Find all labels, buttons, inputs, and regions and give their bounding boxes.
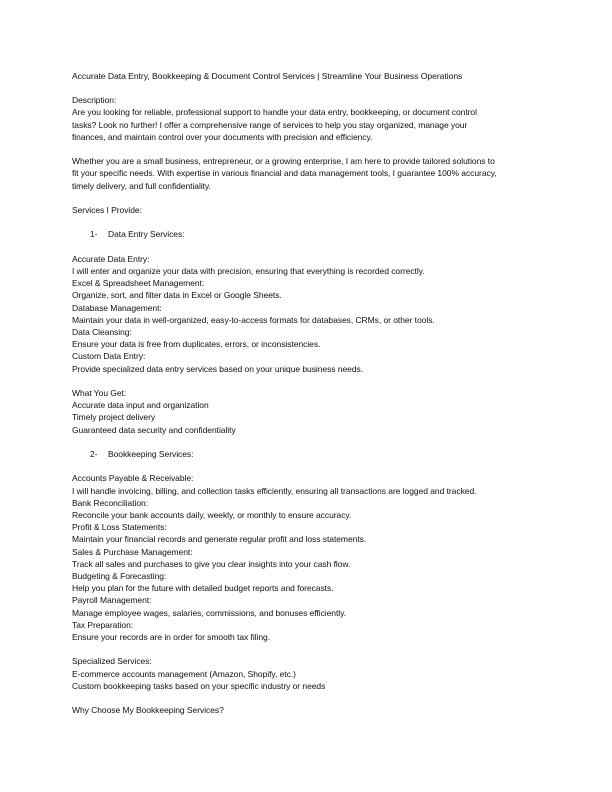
- description-label: Description:: [72, 95, 117, 106]
- service-item-title: Data Cleansing:: [72, 326, 132, 337]
- paragraph-line: timely delivery, and full confidentiality.: [72, 180, 211, 191]
- service-item-desc: Ensure your records are in order for smooth tax filing.: [72, 632, 271, 643]
- service-item-desc: I will enter and organize your data with precision, ensuring that everything is recorded correctly.: [72, 265, 425, 276]
- section-heading-text: Data Entry Services:: [108, 229, 185, 240]
- service-item-desc: I will handle invoicing, billing, and collection tasks efficiently, ensuring all transactions are logged and tracked.: [72, 485, 477, 496]
- service-item-desc: Maintain your data in well-organized, easy-to-access formats for databases, CRMs, or other tools.: [72, 314, 435, 325]
- page-title: Accurate Data Entry, Bookkeeping & Document Control Services | Streamline Your Business Operations: [72, 71, 463, 81]
- why-choose-heading: Why Choose My Bookkeeping Services?: [72, 705, 224, 716]
- spacer: [72, 643, 552, 655]
- service-item-title: Sales & Purchase Management:: [72, 546, 193, 557]
- service-item-desc: Maintain your financial records and generate regular profit and loss statements.: [72, 534, 367, 545]
- intro-line: finances, and maintain control over your documents with precision and efficiency.: [72, 131, 373, 142]
- service-item-desc: Organize, sort, and filter data in Excel or Google Sheets.: [72, 290, 282, 301]
- spacer: [72, 375, 552, 387]
- benefit-item: Guaranteed data security and confidentiality: [72, 424, 236, 435]
- service-item-title: Custom Data Entry:: [72, 351, 146, 362]
- section-heading-text: Bookkeeping Services:: [108, 448, 194, 459]
- service-item-title: Excel & Spreadsheet Management:: [72, 278, 205, 289]
- benefit-item: Accurate data input and organization: [72, 400, 209, 411]
- service-item-desc: Manage employee wages, salaries, commissions, and bonuses efficiently.: [72, 607, 346, 618]
- services-label: Services I Provide:: [72, 204, 142, 215]
- service-item-title: Bank Reconciliation:: [72, 497, 149, 508]
- benefit-item: Timely project delivery: [72, 412, 156, 423]
- specialized-item: E-commerce accounts management (Amazon, Shopify, etc.): [72, 668, 296, 679]
- document-page: [72, 70, 552, 716]
- spacer: [72, 192, 552, 204]
- service-item-title: Profit & Loss Statements:: [72, 522, 167, 533]
- specialized-label: Specialized Services:: [72, 656, 152, 667]
- what-you-get-label: What You Get:: [72, 387, 127, 398]
- service-item-title: Accounts Payable & Receivable:: [72, 473, 194, 484]
- service-item-title: Tax Preparation:: [72, 619, 134, 630]
- paragraph-line: Whether you are a small business, entrepreneur, or a growing enterprise, I am here to provide tailored solutions to: [72, 156, 495, 167]
- spacer: [72, 241, 552, 253]
- spacer: [72, 436, 552, 448]
- spacer: [72, 460, 552, 472]
- paragraph-line: fit your specific needs. With expertise in various financial and data management tools, I guarantee 100% accuracy,: [72, 168, 497, 179]
- service-item-desc: Help you plan for the future with detailed budget reports and forecasts.: [72, 583, 334, 594]
- service-item-title: Database Management:: [72, 302, 162, 313]
- service-item-desc: Ensure your data is free from duplicates, errors, or inconsistencies.: [72, 339, 321, 350]
- service-item-title: Payroll Management:: [72, 595, 152, 606]
- section-number: 2-: [90, 448, 98, 459]
- section-number: 1-: [90, 229, 98, 240]
- service-item-desc: Reconcile your bank accounts daily, weekly, or monthly to ensure accuracy.: [72, 509, 352, 520]
- spacer: [72, 692, 552, 704]
- service-item-desc: Track all sales and purchases to give you clear insights into your cash flow.: [72, 558, 351, 569]
- specialized-item: Custom bookkeeping tasks based on your specific industry or needs: [72, 680, 326, 691]
- service-item-desc: Provide specialized data entry services based on your unique business needs.: [72, 363, 364, 374]
- service-item-title: Accurate Data Entry:: [72, 253, 150, 264]
- section-heading-bookkeeping: [72, 448, 552, 460]
- spacer: [72, 143, 552, 155]
- intro-line: Are you looking for reliable, professional support to handle your data entry, bookkeeping, or document control: [72, 107, 477, 118]
- section-heading-data-entry: [72, 228, 552, 240]
- spacer: [72, 82, 552, 94]
- service-item-title: Budgeting & Forecasting:: [72, 571, 167, 581]
- intro-line: tasks? Look no further! I offer a comprehensive range of services to help you stay organized, manage your: [72, 119, 468, 130]
- spacer: [72, 216, 552, 228]
